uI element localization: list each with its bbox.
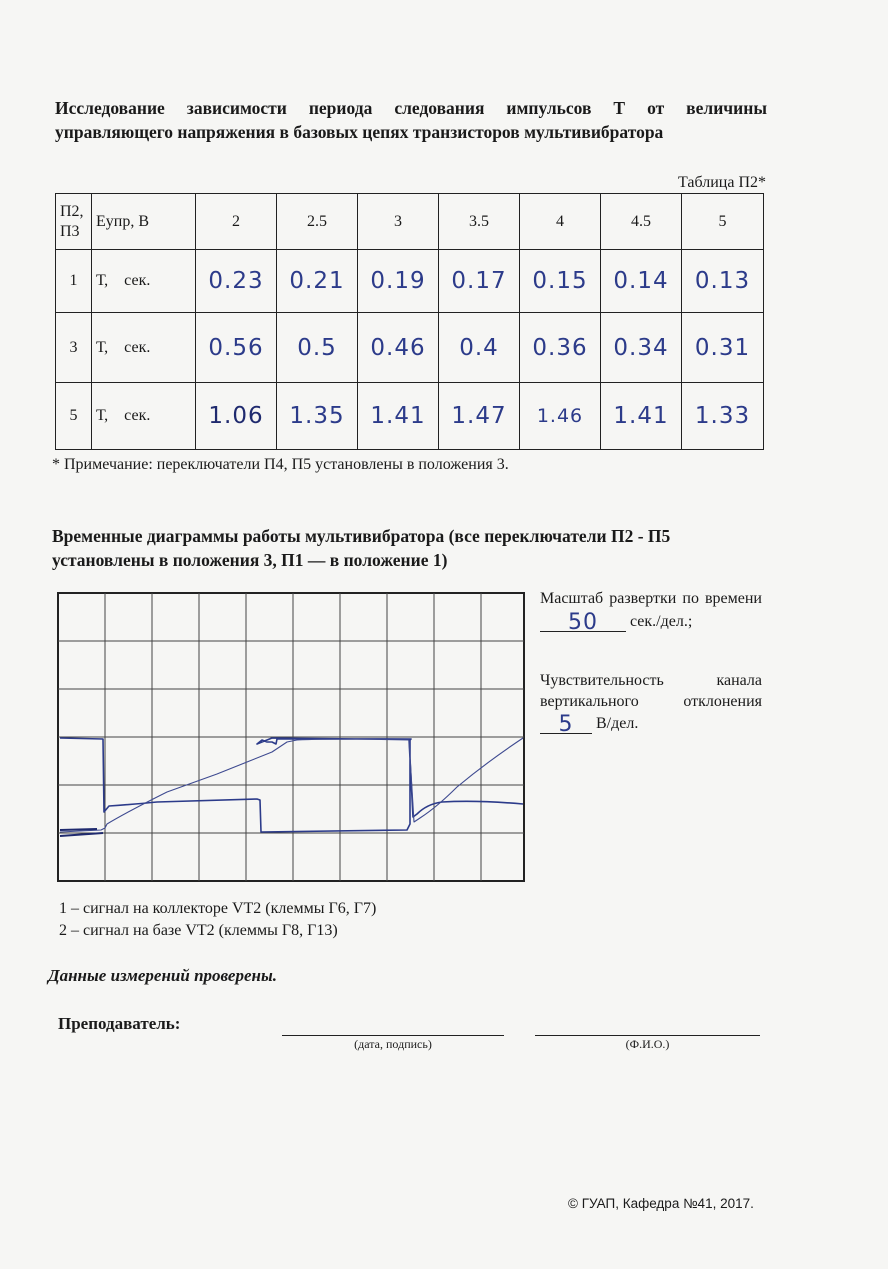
value-cell: 1.41 <box>601 383 682 450</box>
voltage-header: 2 <box>196 194 277 250</box>
table-row <box>56 250 764 313</box>
voltage-header: 3 <box>358 194 439 250</box>
voltage-header: 3.5 <box>439 194 520 250</box>
scope-settings <box>540 588 762 737</box>
row-label-cell: Т, сек. <box>92 383 196 450</box>
value-cell: 0.5 <box>277 313 358 383</box>
time-scale-unit: сек./дел.; <box>630 613 693 630</box>
legend-item-collector: 1 – сигнал на коллекторе VT2 (клеммы Г6, Г7) <box>59 900 377 917</box>
measurement-table <box>55 193 764 450</box>
value-cell: 0.36 <box>520 313 601 383</box>
table-note: * Примечание: переключатели П4, П5 установлены в положения 3. <box>52 456 509 473</box>
study-heading <box>55 96 767 144</box>
value-cell: 1.35 <box>277 383 358 450</box>
value-cell: 0.4 <box>439 313 520 383</box>
value-cell: 0.14 <box>601 250 682 313</box>
table-caption: Таблица П2* <box>678 174 766 191</box>
sensitivity-value: 5 <box>558 712 574 737</box>
value-cell: 0.31 <box>682 313 764 383</box>
value-cell: 0.15 <box>520 250 601 313</box>
value-cell: 0.56 <box>196 313 277 383</box>
value-cell: 0.19 <box>358 250 439 313</box>
sensitivity-label: Чувствительность канала вертикального отклонения <box>540 672 762 710</box>
table-header-row <box>56 194 764 250</box>
value-cell: 1.46 <box>520 383 601 450</box>
switch-cell: 5 <box>56 383 92 450</box>
table-row <box>56 313 764 383</box>
value-cell: 0.13 <box>682 250 764 313</box>
time-scale-value: 50 <box>568 610 598 635</box>
value-cell: 0.23 <box>196 250 277 313</box>
value-cell: 0.34 <box>601 313 682 383</box>
value-cell: 1.06 <box>196 383 277 450</box>
value-cell: 0.46 <box>358 313 439 383</box>
diagram-heading: Временные диаграммы работы мультивибратора (все переключатели П2 - П5 установлены в положения 3, П1 — в положение 1) <box>52 526 671 570</box>
sensitivity-unit: В/дел. <box>596 715 639 732</box>
table-row <box>56 383 764 450</box>
oscilloscope-grid <box>57 592 525 882</box>
voltage-header: 5 <box>682 194 764 250</box>
value-cell: 0.21 <box>277 250 358 313</box>
voltage-header: 4 <box>520 194 601 250</box>
voltage-header: 2.5 <box>277 194 358 250</box>
date-signature-label: (дата, подпись) <box>354 1037 432 1051</box>
param-label-cell: Еупр, В <box>92 194 196 250</box>
date-signature-line <box>282 1035 504 1036</box>
study-heading-line1: Исследование зависимости периода следования импульсов Т от величины <box>55 98 767 118</box>
fio-line <box>535 1035 760 1036</box>
time-scale-label: Масштаб развертки по времени <box>540 590 762 607</box>
teacher-label: Преподаватель: <box>58 1014 181 1033</box>
corner-cell: П2, П3 <box>56 194 92 250</box>
sensitivity-field <box>540 712 592 737</box>
switch-cell: 3 <box>56 313 92 383</box>
signal-legend <box>59 898 376 942</box>
copyright-footer: © ГУАП, Кафедра №41, 2017. <box>568 1196 754 1211</box>
fio-label: (Ф.И.О.) <box>625 1037 670 1051</box>
row-label-cell: Т, сек. <box>92 250 196 313</box>
value-cell: 0.17 <box>439 250 520 313</box>
legend-item-base: 2 – сигнал на базе VT2 (клеммы Г8, Г13) <box>59 922 338 939</box>
row-label-cell: Т, сек. <box>92 313 196 383</box>
value-cell: 1.41 <box>358 383 439 450</box>
time-scale-field <box>540 610 626 635</box>
time-scale-line <box>540 610 762 635</box>
verification-text: Данные измерений проверены. <box>48 966 277 985</box>
value-cell: 1.33 <box>682 383 764 450</box>
study-heading-line2: управляющего напряжения в базовых цепях транзисторов мультивибратора <box>55 122 664 142</box>
value-cell: 1.47 <box>439 383 520 450</box>
switch-cell: 1 <box>56 250 92 313</box>
sensitivity-line <box>540 712 762 737</box>
voltage-header: 4.5 <box>601 194 682 250</box>
